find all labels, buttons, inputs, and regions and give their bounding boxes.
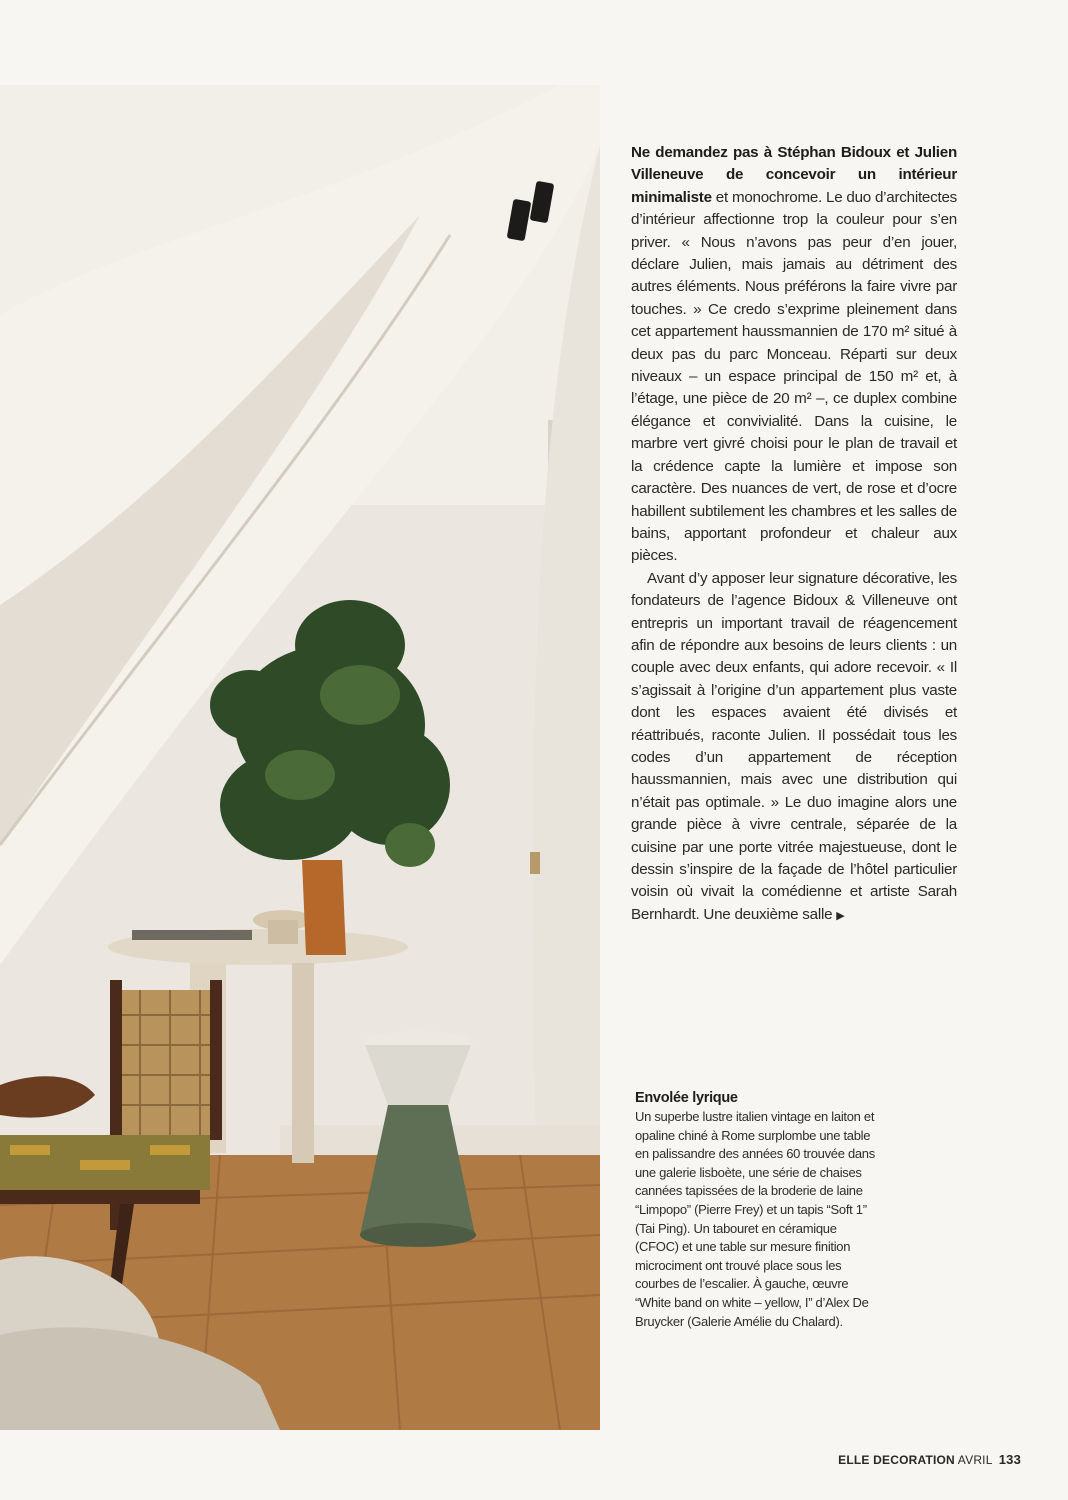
issue-month: AVRIL	[957, 1453, 993, 1467]
caption-title: Envolée lyrique	[635, 1090, 738, 1106]
page-footer	[838, 1452, 1021, 1467]
article-paragraph-2-text: Avant d’y apposer leur signature décorative, les fondateurs de l’agence Bidoux & Villeneuve ont entrepris un important travail de réagencement afin de répondre aux besoins de leurs clients : un couple avec deux enfants, qui adore recevoir. « Il s’agissait à l’origine d’un appartement plus vaste dont les espaces avaient été divisés et réattribués, raconte Julien. Il possédait tous les codes d’un appartement de réception haussmannien, mais avec une distribution qui n’était pas optimale. » Le duo imagine alors une grande pièce à vivre centrale, séparée de la cuisine par une porte vitrée majestueuse, dont le dessin s’inspire de la façade de l’hôtel particulier voisin où vivait la comédienne et artiste Sarah Bernhardt. Une deuxième salle	[631, 569, 957, 923]
photo-caption	[635, 1088, 875, 1331]
interior-photo	[0, 85, 600, 1430]
magazine-name: ELLE DECORATION	[838, 1453, 955, 1467]
page-number: 133	[998, 1452, 1021, 1467]
article-paragraph-1-text: et monochrome. Le duo d’architectes d’intérieur affectionne trop la couleur pour s’en priver. « Nous n’avons pas peur d’en jouer, déclare Julien, mais jamais au détriment des autres éléments. Nous préférons la faire vivre par touches. » Ce credo s’exprime pleinement dans cet appartement haussmannien de 170 m² situé à deux pas du parc Monceau. Réparti sur deux niveaux – un espace principal de 150 m² et, à l’étage, une pièce de 20 m² –, ce duplex combine élégance et convivialité. Dans la cuisine, le marbre vert givré choisi pour le plan de travail et la crédence capte la lumière et impose son caractère. Des nuances de vert, de rose et d’ocre habillent subtilement les chambres et les salles de bains, apportant profondeur et chaleur aux pièces.	[631, 188, 957, 565]
caption-body: Un superbe lustre italien vintage en laiton et opaline chiné à Rome surplombe une table en palissandre des années 60 trouvée dans une galerie lisboète, une série de chaises cannées tapissées de la broderie de laine “Limpopo” (Pierre Frey) et un tapis “Soft 1” (Tai Ping). Un tabouret en céramique (CFOC) et une table sur mesure finition microciment ont trouvé place sous les courbes de l’escalier. À gauche, œuvre “White band on white – yellow, I” d’Alex De Bruycker (Galerie Amélie du Chalard).	[635, 1109, 875, 1329]
article-body	[631, 142, 957, 927]
article-lead: Ne demandez pas à Stéphan Bidoux et Julien Villeneuve de concevoir un intérieur minimaliste	[631, 144, 957, 206]
continue-arrow-icon: ▶	[836, 909, 845, 922]
article-paragraph-2	[631, 568, 957, 928]
article-paragraph-1	[631, 142, 957, 568]
